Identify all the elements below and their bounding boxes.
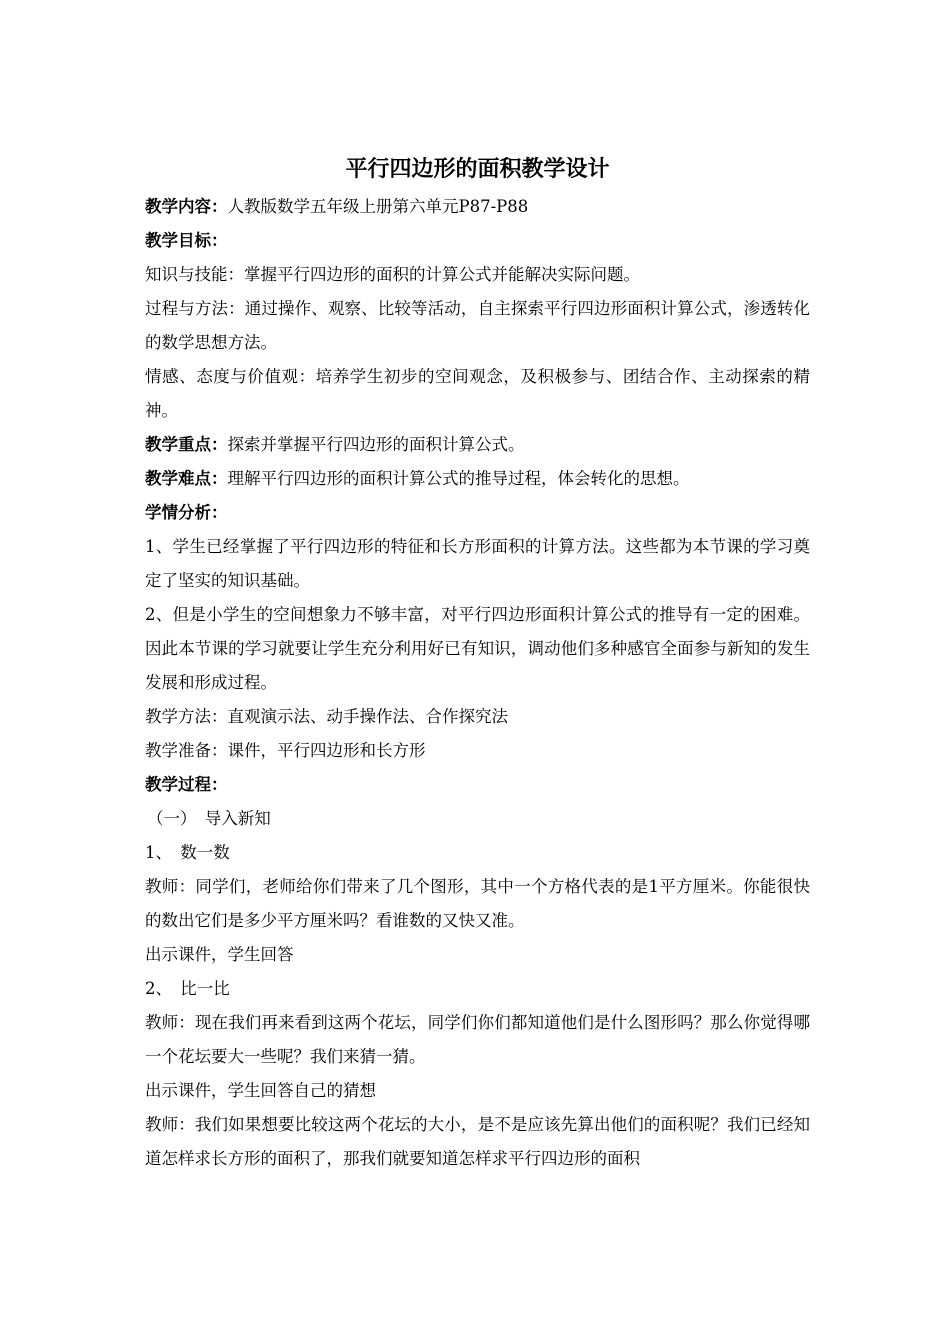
show-courseware-1: 出示课件，学生回答 (145, 945, 294, 964)
objective-knowledge: 知识与技能：掌握平行四边形的面积的计算公式并能解决实际问题。 (145, 265, 640, 284)
teacher-speech-2: 教师：现在我们再来看到这两个花坛，同学们你们都知道他们是什么图形吗？那么你觉得哪一个花坛要大一些呢？我们来猜一猜。 (145, 1013, 810, 1066)
analysis-paragraph-1: 1、学生已经掌握了平行四边形的特征和长方形面积的计算方法。这些都为本节课的学习奠定了坚实的知识基础。 (145, 537, 810, 590)
step-heading-2: 2、 比一比 (145, 979, 230, 998)
analysis-paragraph-2: 2、但是小学生的空间想象力不够丰富，对平行四边形面积计算公式的推导有一定的困难。因此本节课的学习就要让学生充分利用好已有知识，调动他们多种感官全面参与新知的发生发展和形成过程。 (145, 605, 810, 692)
teaching-content (145, 190, 810, 224)
teaching-preparation: 教学准备：课件，平行四边形和长方形 (145, 741, 426, 760)
key-point-text: 探索并掌握平行四边形的面积计算公式。 (227, 435, 525, 454)
difficulty-text: 理解平行四边形的面积计算公式的推导过程，体会转化的思想。 (227, 469, 690, 488)
key-point (145, 428, 810, 462)
objectives-heading: 教学目标： (145, 231, 228, 250)
analysis-heading: 学情分析： (145, 503, 228, 522)
objective-process: 过程与方法：通过操作、观察、比较等活动，自主探索平行四边形面积计算公式，渗透转化的数学思想方法。 (145, 299, 810, 352)
key-point-label: 教学重点： (145, 435, 228, 454)
difficulty-point (145, 462, 810, 496)
step-heading-1: 1、 数一数 (145, 843, 230, 862)
teaching-content-label: 教学内容： (145, 197, 228, 216)
teaching-content-text: 人教版数学五年级上册第六单元P87-P88 (227, 197, 529, 216)
difficulty-label: 教学难点： (145, 469, 228, 488)
teacher-speech-1: 教师：同学们，老师给你们带来了几个图形，其中一个方格代表的是1平方厘米。你能很快的数出它们是多少平方厘米吗？看谁数的又快又准。 (145, 877, 810, 930)
show-courseware-2: 出示课件，学生回答自己的猜想 (145, 1081, 376, 1100)
teacher-speech-3: 教师：我们如果想要比较这两个花坛的大小，是不是应该先算出他们的面积呢？我们已经知道怎样求长方形的面积了，那我们就要知道怎样求平行四边形的面积 (145, 1115, 810, 1168)
process-heading: 教学过程： (145, 775, 228, 794)
document-page (145, 150, 810, 1176)
objective-emotion: 情感、态度与价值观：培养学生初步的空间观念，及积极参与、团结合作、主动探索的精神。 (145, 367, 810, 420)
section-heading-1: （一） 导入新知 (147, 809, 271, 828)
document-title: 平行四边形的面积教学设计 (345, 156, 610, 182)
teaching-method: 教学方法：直观演示法、动手操作法、合作探究法 (145, 707, 508, 726)
